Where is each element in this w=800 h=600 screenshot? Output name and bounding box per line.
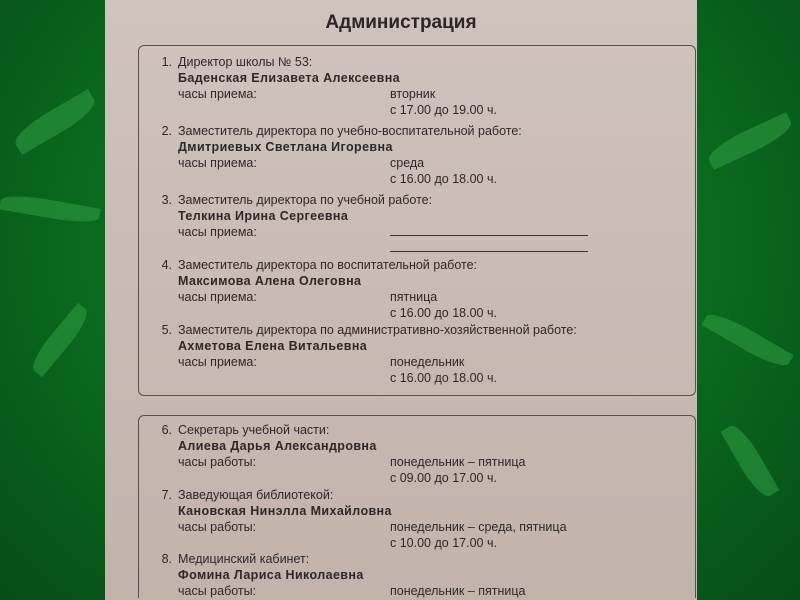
person-name: Телкина Ирина Сергеевна [178,209,349,223]
person-name: Максимова Алена Олеговна [178,274,362,288]
days: понедельник – пятница [390,455,526,469]
person-name: Кановская Нинэлла Михайловна [178,504,392,518]
person-name: Алиева Дарья Александровна [178,439,377,453]
position-title: Заместитель директора по учебной работе: [178,193,433,207]
background-leaf [0,191,101,226]
person-name: Баденская Елизавета Алексеевна [178,71,401,85]
hours-label: часы приема: [178,156,257,170]
person-name: Ахметова Елена Витальевна [178,339,368,353]
days: среда [390,156,425,170]
entry-number: 5. [161,323,172,337]
days: понедельник – пятница [390,584,526,598]
staff-entry [156,124,686,188]
staff-entry [156,323,686,387]
background-leaf [701,308,793,373]
hours-label: часы приема: [178,355,257,369]
entry-number: 8. [161,552,172,566]
time-range: с 09.00 до 17.00 ч. [390,471,497,485]
hours-label: часы работы: [178,520,257,534]
staff-entry [156,488,686,552]
position-title: Директор школы № 53: [178,55,313,69]
background-leaf [705,112,796,170]
document-page [105,0,697,600]
time-range: с 16.00 до 18.00 ч. [390,172,497,186]
entry-number: 1. [161,55,172,69]
person-name: Фомина Лариса Николаевна [178,568,364,582]
time-range: с 17.00 до 19.00 ч. [390,103,497,117]
time-range: с 10.00 до 17.00 ч. [390,536,497,550]
time-range: с 16.00 до 18.00 ч. [390,306,497,320]
entry-number: 3. [161,193,172,207]
staff-entry [156,193,686,257]
staff-entry [156,552,686,600]
time-range: с 16.00 до 18.00 ч. [390,371,497,385]
staff-entry [156,423,686,487]
position-title: Секретарь учебной части: [178,423,330,437]
entry-number: 6. [161,423,172,437]
background-leaf [10,89,100,155]
position-title: Заместитель директора по воспитательной работе: [178,258,478,272]
entry-number: 2. [161,124,172,138]
blank-line [390,241,588,252]
hours-label: часы работы: [178,455,257,469]
hours-label: часы приема: [178,225,257,239]
staff-entry [156,258,686,322]
entry-number: 7. [161,488,172,502]
days: понедельник – среда, пятница [390,520,567,534]
hours-label: часы приема: [178,87,257,101]
position-title: Заместитель директора по учебно-воспитательной работе: [178,124,522,138]
days: понедельник [390,355,465,369]
background-leaf [27,303,94,377]
page-title: Администрация [325,12,477,33]
background-leaf [720,421,779,501]
blank-line [390,225,588,236]
hours-label: часы приема: [178,290,257,304]
staff-entry [156,55,686,119]
position-title: Медицинский кабинет: [178,552,310,566]
days: вторник [390,87,436,101]
position-title: Заведующая библиотекой: [178,488,334,502]
hours-label: часы работы: [178,584,257,598]
days: пятница [390,290,438,304]
person-name: Дмитриевых Светлана Игоревна [178,140,393,154]
entry-number: 4. [161,258,172,272]
position-title: Заместитель директора по административно-хозяйственной работе: [178,323,577,337]
